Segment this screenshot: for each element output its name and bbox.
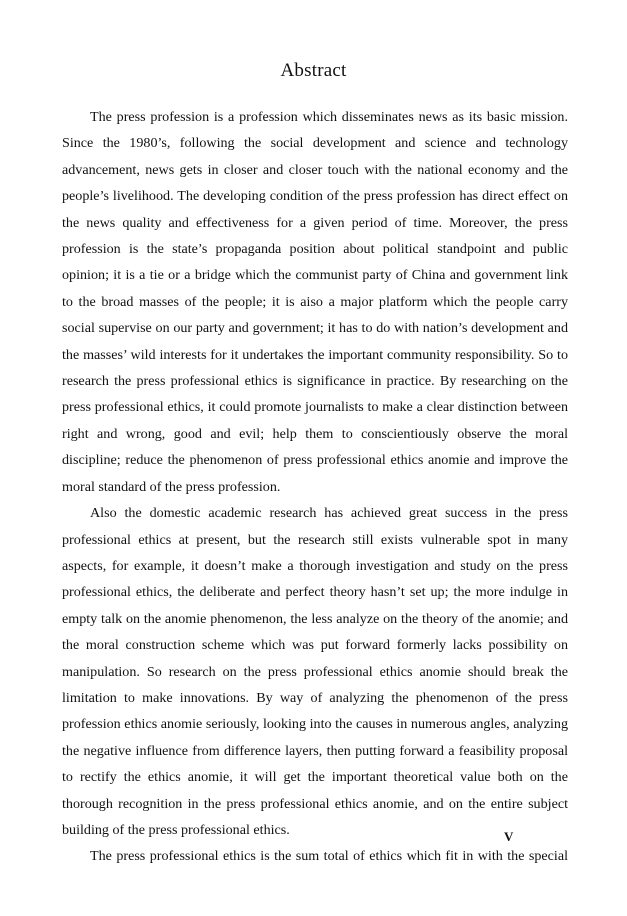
paragraph-3: The press professional ethics is the sum total of ethics which fit in with the special xyxy=(90,848,568,865)
paragraph-2: Also the domestic academic research has achieved great success in the press professional ethics at present, but the research still exists vulnerable spot in many aspects, for example, it doesn’t make a thorough investigation and study on the press professional ethics, the deliberate and perfect theory hasn’t set up; the more indulge in empty talk on the anomie phenomenon, the less analyze on the theory of the anomie; and the moral construction scheme which was put forward formerly lacks possibility on manipulation. So research on the press professional ethics anomie should break the limitation to make innovations. By way of analyzing the phenomenon of the press profession ethics anomie seriously, looking into the causes in numerous angles, analyzing the negative influence from difference layers, then putting forward a feasibility proposal to rectify the ethics anomie, it will get the important theoretical value both on the thorough recognition in the press professional ethics anomie, and on the entire subject building of the press professional ethics. xyxy=(62,505,568,838)
page-title: Abstract xyxy=(280,60,347,81)
abstract-body xyxy=(62,104,568,870)
paragraph-1: The press profession is a profession which disseminates news as its basic mission. Since the 1980’s, following the social development and science and technology advancement, news gets in closer and closer touch with the national economy and the people’s livelihood. The developing condition of the press profession has direct effect on the news quality and effectiveness for a given period of time. Moreover, the press profession is the state’s propaganda position about political standpoint and public opinion; it is a tie or a bridge which the communist party of China and government link to the broad masses of the people; it is aiso a major platform which the people carry social supervise on our party and government; it has to do with nation’s development and the masses’ wild interests for it undertakes the important community responsibility. So to research the press professional ethics is significance in practice. By researching on the press professional ethics, it could promote journalists to make a clear distinction between right and wrong, good and evil; help them to conscientiously observe the moral discipline; reduce the phenomenon of press professional ethics anomie and improve the moral standard of the press profession. xyxy=(62,109,568,495)
page-number: V xyxy=(504,829,514,844)
